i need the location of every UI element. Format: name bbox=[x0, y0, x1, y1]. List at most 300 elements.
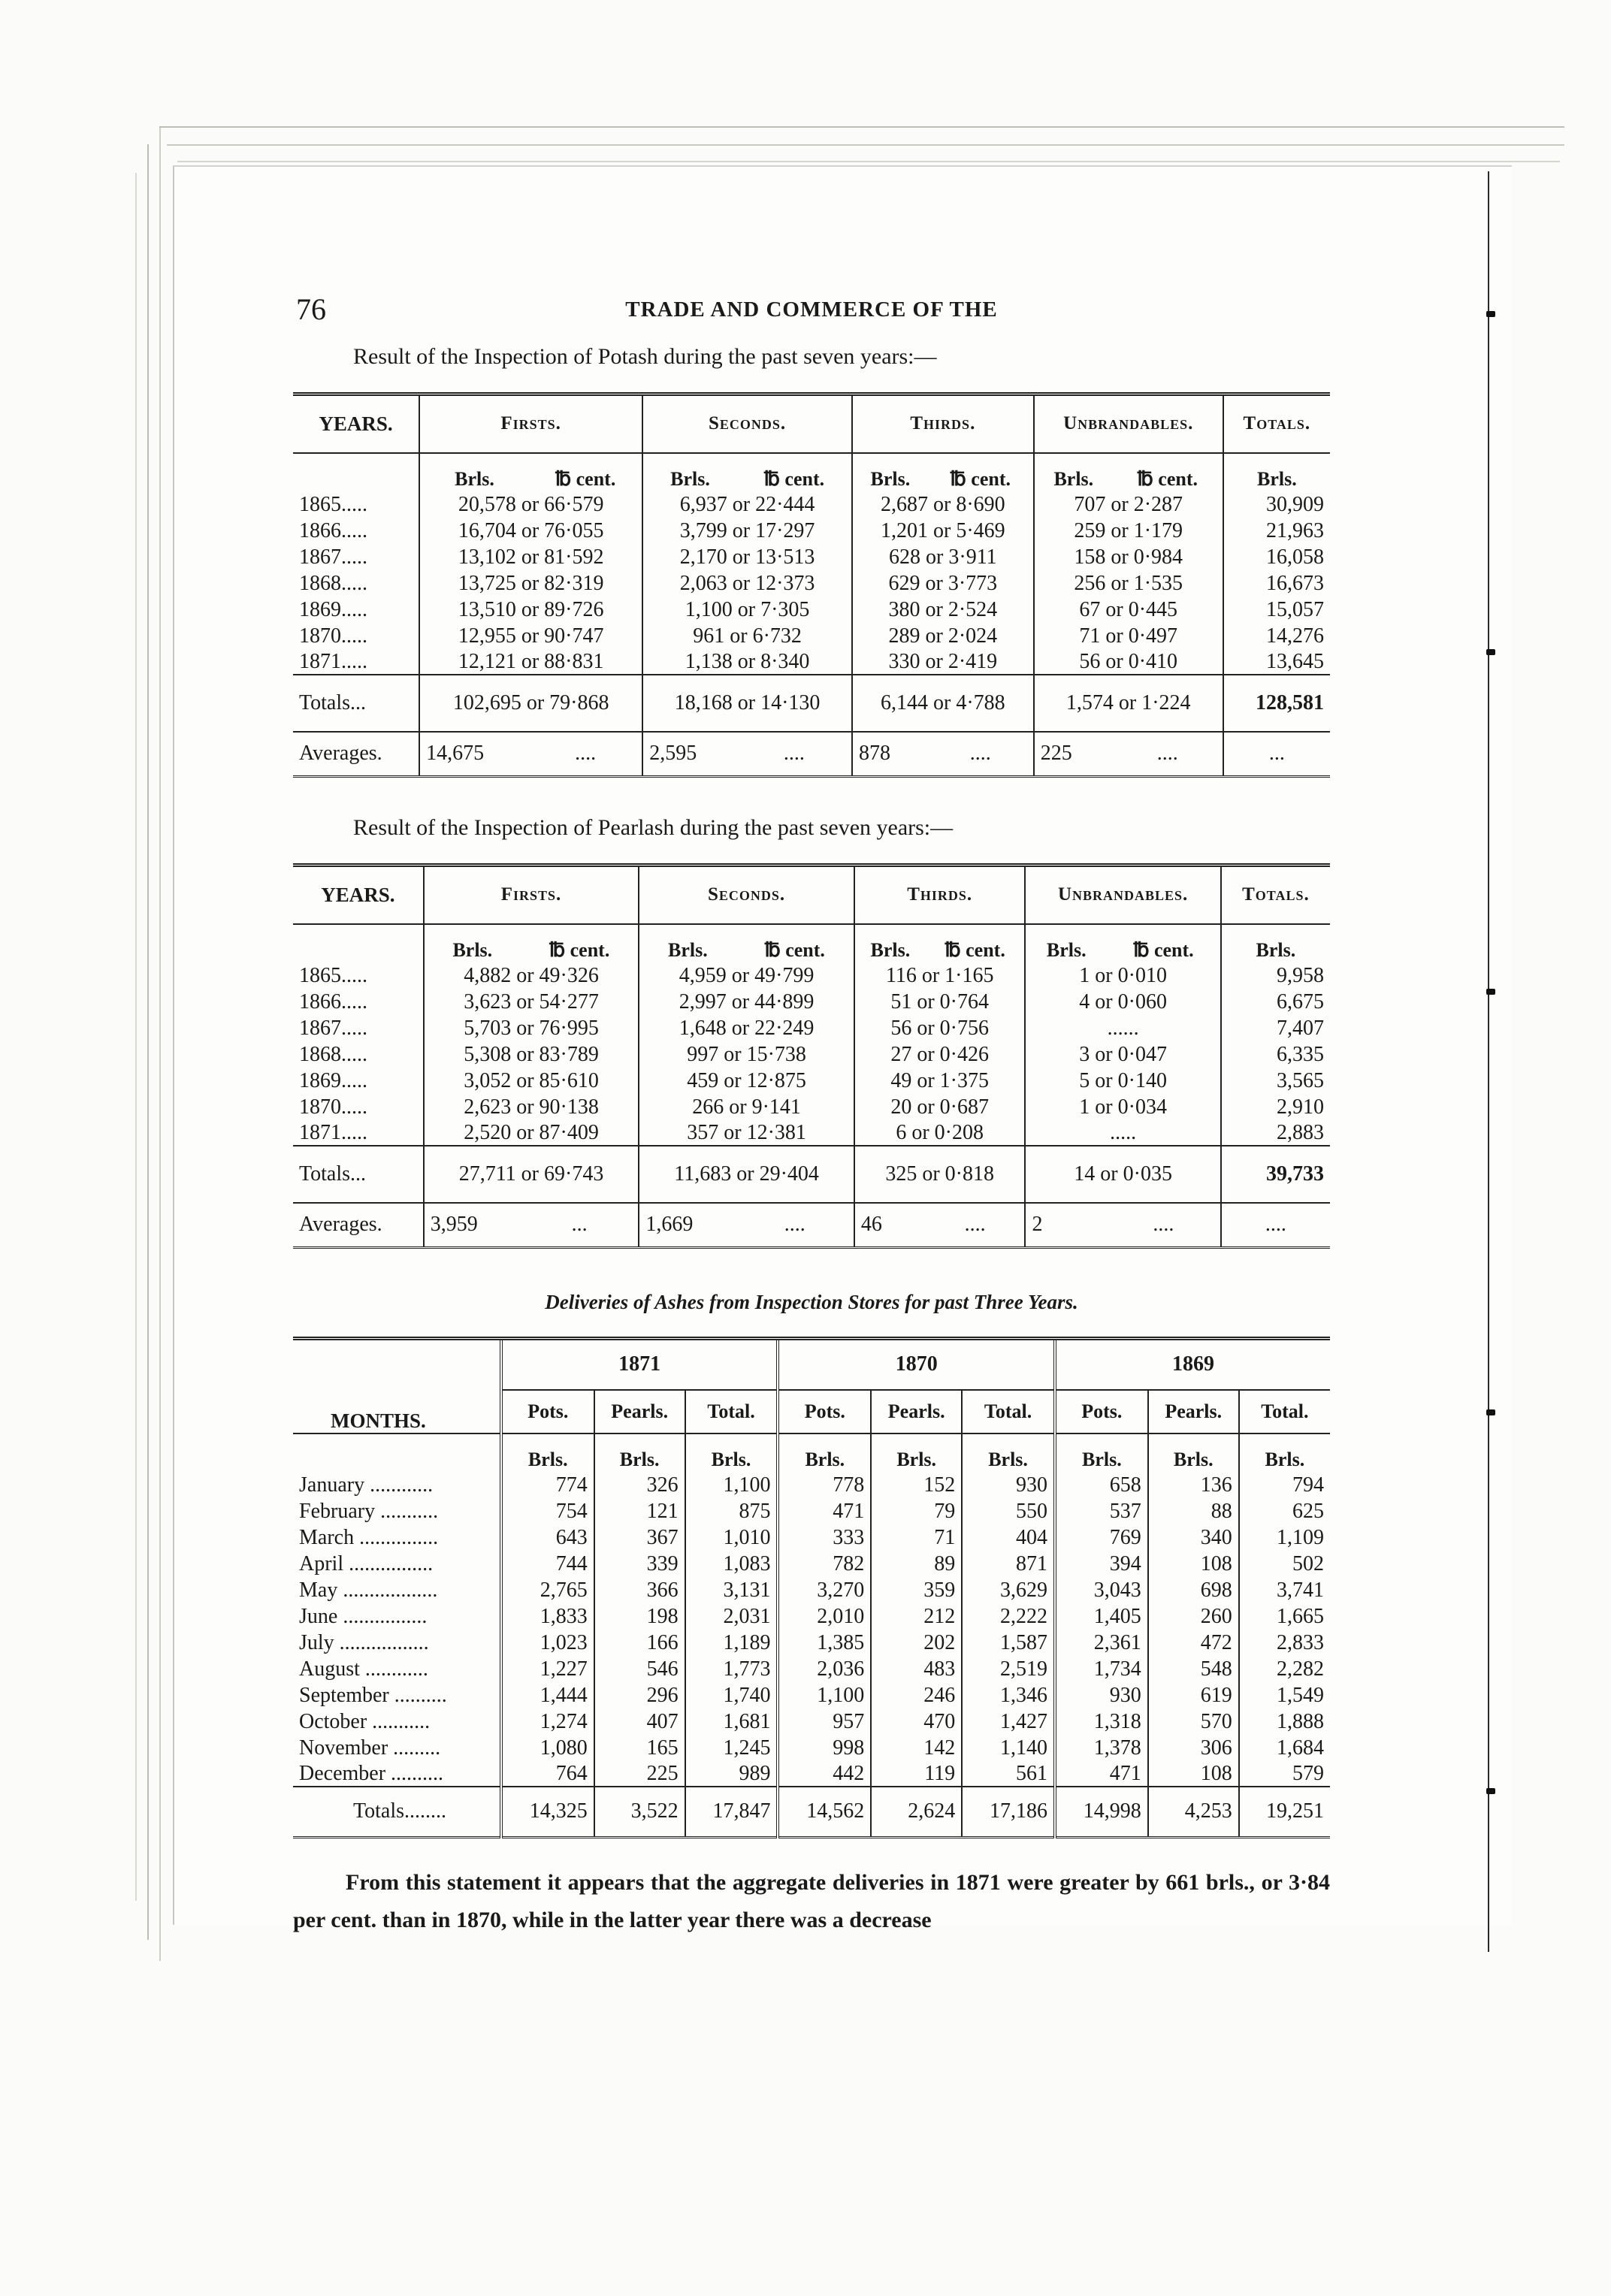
value-cell: 625 bbox=[1239, 1497, 1330, 1524]
unit-label: ℔ cent. bbox=[926, 924, 1026, 962]
average-value: 3,959 bbox=[424, 1203, 521, 1248]
value-cell: 136 bbox=[1148, 1471, 1239, 1497]
year-cell: 1869..... bbox=[299, 1068, 367, 1092]
year-cell: 1870..... bbox=[299, 624, 367, 648]
totals-label: Totals... bbox=[293, 1146, 424, 1203]
table-row bbox=[293, 543, 1330, 569]
table-row bbox=[293, 569, 1330, 596]
units-spacer bbox=[293, 924, 424, 962]
month-cell: June ................ bbox=[299, 1604, 428, 1628]
year-header: 1871 bbox=[501, 1339, 778, 1390]
value-cell: 1,274 bbox=[501, 1708, 594, 1734]
year-cell: 1867..... bbox=[299, 1016, 367, 1040]
unit-label: Brls. bbox=[594, 1433, 685, 1471]
value-cell: 643 bbox=[501, 1524, 594, 1550]
table-row bbox=[293, 1708, 1330, 1734]
value-cell: 2,623 or 90·138 bbox=[424, 1093, 639, 1119]
subheader: Total. bbox=[962, 1390, 1055, 1433]
value-cell: 2,036 bbox=[778, 1655, 871, 1681]
value-cell: 367 bbox=[594, 1524, 685, 1550]
value-cell: 471 bbox=[778, 1497, 871, 1524]
unit-label: Brls. bbox=[639, 924, 736, 962]
value-cell: 49 or 1·375 bbox=[854, 1067, 1026, 1093]
totals-value: 4,253 bbox=[1148, 1787, 1239, 1838]
value-cell: 2,520 or 87·409 bbox=[424, 1119, 639, 1146]
potash-caption: Result of the Inspection of Potash during the past seven years:— bbox=[353, 344, 937, 369]
value-cell: 1,109 bbox=[1239, 1524, 1330, 1550]
unit-label: Brls. bbox=[852, 453, 928, 491]
column-header: YEARS. bbox=[321, 883, 395, 906]
value-cell: 459 or 12·875 bbox=[639, 1067, 854, 1093]
value-cell: 2,361 bbox=[1055, 1629, 1148, 1655]
average-value: 2,595 bbox=[642, 732, 737, 777]
value-cell: 260 bbox=[1148, 1603, 1239, 1629]
value-cell: 13,725 or 82·319 bbox=[419, 569, 642, 596]
unit-label: Brls. bbox=[1223, 453, 1330, 491]
value-cell: 394 bbox=[1055, 1550, 1148, 1576]
value-cell: 71 bbox=[871, 1524, 962, 1550]
unit-label: Brls. bbox=[501, 1433, 594, 1471]
unit-label: ℔ cent. bbox=[1107, 924, 1221, 962]
year-cell: 1868..... bbox=[299, 1042, 367, 1066]
value-cell: 246 bbox=[871, 1681, 962, 1708]
value-cell: 1,549 bbox=[1239, 1681, 1330, 1708]
value-cell: 619 bbox=[1148, 1681, 1239, 1708]
value-cell: ...... bbox=[1025, 1014, 1220, 1041]
average-dots: .... bbox=[1113, 732, 1223, 777]
value-cell: 782 bbox=[778, 1550, 871, 1576]
page-number: 76 bbox=[296, 292, 326, 326]
table-row bbox=[293, 1041, 1330, 1067]
total-cell: 16,058 bbox=[1223, 543, 1330, 569]
value-cell: 333 bbox=[778, 1524, 871, 1550]
value-cell: 3,741 bbox=[1239, 1576, 1330, 1603]
total-cell: 2,910 bbox=[1221, 1093, 1330, 1119]
column-header: Seconds. bbox=[642, 394, 852, 453]
value-cell: 744 bbox=[501, 1550, 594, 1576]
value-cell: 3,799 or 17·297 bbox=[642, 517, 852, 543]
column-header: Unbrandables. bbox=[1034, 394, 1223, 453]
subheader: Pearls. bbox=[1148, 1390, 1239, 1433]
deliveries-table bbox=[293, 1337, 1330, 1838]
month-cell: January ............ bbox=[299, 1473, 434, 1497]
totals-row bbox=[293, 1787, 1330, 1838]
value-cell: 165 bbox=[594, 1734, 685, 1760]
value-cell: 957 bbox=[778, 1708, 871, 1734]
value-cell: 471 bbox=[1055, 1760, 1148, 1787]
total-cell: 13,645 bbox=[1223, 648, 1330, 675]
value-cell: 629 or 3·773 bbox=[852, 569, 1034, 596]
average-total: .... bbox=[1221, 1203, 1330, 1248]
totals-value: 14,562 bbox=[778, 1787, 871, 1838]
month-cell: September .......... bbox=[299, 1683, 447, 1707]
year-cell: 1866..... bbox=[299, 518, 367, 542]
value-cell: 306 bbox=[1148, 1734, 1239, 1760]
totals-value: 19,251 bbox=[1239, 1787, 1330, 1838]
table-row bbox=[293, 622, 1330, 648]
value-cell: 3,629 bbox=[962, 1576, 1055, 1603]
totals-row bbox=[293, 675, 1330, 732]
value-cell: 778 bbox=[778, 1471, 871, 1497]
value-cell: ..... bbox=[1025, 1119, 1220, 1146]
value-cell: 27 or 0·426 bbox=[854, 1041, 1026, 1067]
value-cell: 142 bbox=[871, 1734, 962, 1760]
value-cell: 296 bbox=[594, 1681, 685, 1708]
value-cell: 1,681 bbox=[685, 1708, 778, 1734]
table-row bbox=[293, 1471, 1330, 1497]
average-dots: ... bbox=[521, 1203, 639, 1248]
value-cell: 16,704 or 76·055 bbox=[419, 517, 642, 543]
value-cell: 12,121 or 88·831 bbox=[419, 648, 642, 675]
total-cell: 9,958 bbox=[1221, 962, 1330, 988]
table-row bbox=[293, 1603, 1330, 1629]
value-cell: 1,189 bbox=[685, 1629, 778, 1655]
total-cell: 2,883 bbox=[1221, 1119, 1330, 1146]
value-cell: 774 bbox=[501, 1471, 594, 1497]
value-cell: 4,882 or 49·326 bbox=[424, 962, 639, 988]
average-value: 2 bbox=[1025, 1203, 1107, 1248]
subheader: Pearls. bbox=[871, 1390, 962, 1433]
value-cell: 502 bbox=[1239, 1550, 1330, 1576]
unit-label: Brls. bbox=[424, 924, 521, 962]
page-content bbox=[293, 285, 1330, 1939]
year-cell: 1866..... bbox=[299, 989, 367, 1014]
units-row bbox=[293, 453, 1330, 491]
unit-label: Brls. bbox=[685, 1433, 778, 1471]
value-cell: 658 bbox=[1055, 1471, 1148, 1497]
totals-total: 128,581 bbox=[1223, 675, 1330, 732]
value-cell: 707 or 2·287 bbox=[1034, 491, 1223, 517]
month-cell: August ............ bbox=[299, 1657, 428, 1681]
year-cell: 1871..... bbox=[299, 649, 367, 673]
value-cell: 1,773 bbox=[685, 1655, 778, 1681]
table-row bbox=[293, 1497, 1330, 1524]
value-cell: 1,346 bbox=[962, 1681, 1055, 1708]
value-cell: 1 or 0·010 bbox=[1025, 962, 1220, 988]
unit-label: Brls. bbox=[419, 453, 529, 491]
value-cell: 1,080 bbox=[501, 1734, 594, 1760]
value-cell: 5,308 or 83·789 bbox=[424, 1041, 639, 1067]
potash-table bbox=[293, 392, 1330, 778]
value-cell: 212 bbox=[871, 1603, 962, 1629]
value-cell: 1,023 bbox=[501, 1629, 594, 1655]
value-cell: 266 or 9·141 bbox=[639, 1093, 854, 1119]
page-edge bbox=[159, 126, 1564, 128]
value-cell: 1,245 bbox=[685, 1734, 778, 1760]
deliveries-caption: Deliveries of Ashes from Inspection Stores for past Three Years. bbox=[545, 1291, 1078, 1313]
value-cell: 1,100 or 7·305 bbox=[642, 596, 852, 622]
value-cell: 1,444 bbox=[501, 1681, 594, 1708]
year-cell: 1865..... bbox=[299, 492, 367, 516]
value-cell: 1,100 bbox=[685, 1471, 778, 1497]
value-cell: 89 bbox=[871, 1550, 962, 1576]
value-cell: 12,955 or 90·747 bbox=[419, 622, 642, 648]
value-cell: 1,083 bbox=[685, 1550, 778, 1576]
value-cell: 1,427 bbox=[962, 1708, 1055, 1734]
value-cell: 1,833 bbox=[501, 1603, 594, 1629]
table-row bbox=[293, 517, 1330, 543]
value-cell: 20,578 or 66·579 bbox=[419, 491, 642, 517]
average-value: 46 bbox=[854, 1203, 926, 1248]
value-cell: 13,102 or 81·592 bbox=[419, 543, 642, 569]
unit-label: ℔ cent. bbox=[736, 924, 854, 962]
value-cell: 579 bbox=[1239, 1760, 1330, 1787]
column-header: Seconds. bbox=[639, 866, 854, 924]
totals-value: 1,574 or 1·224 bbox=[1034, 675, 1223, 732]
table-row bbox=[293, 1655, 1330, 1681]
header-row bbox=[293, 866, 1330, 924]
average-dots: .... bbox=[928, 732, 1034, 777]
value-cell: 561 bbox=[962, 1760, 1055, 1787]
table-row bbox=[293, 1093, 1330, 1119]
binding-thread bbox=[1486, 1788, 1495, 1794]
value-cell: 407 bbox=[594, 1708, 685, 1734]
binding-thread bbox=[1486, 649, 1495, 655]
value-cell: 1,587 bbox=[962, 1629, 1055, 1655]
months-header: MONTHS. bbox=[331, 1409, 426, 1432]
value-cell: 3,043 bbox=[1055, 1576, 1148, 1603]
total-cell: 3,565 bbox=[1221, 1067, 1330, 1093]
value-cell: 166 bbox=[594, 1629, 685, 1655]
totals-value: 325 or 0·818 bbox=[854, 1146, 1026, 1203]
value-cell: 67 or 0·445 bbox=[1034, 596, 1223, 622]
page-edge bbox=[167, 144, 1564, 146]
subheader: Pearls. bbox=[594, 1390, 685, 1433]
average-dots: .... bbox=[737, 732, 852, 777]
value-cell: 6,937 or 22·444 bbox=[642, 491, 852, 517]
value-cell: 88 bbox=[1148, 1497, 1239, 1524]
unit-label: ℔ cent. bbox=[928, 453, 1034, 491]
value-cell: 56 or 0·410 bbox=[1034, 648, 1223, 675]
totals-value: 14,998 bbox=[1055, 1787, 1148, 1838]
value-cell: 13,510 or 89·726 bbox=[419, 596, 642, 622]
pearlash-caption: Result of the Inspection of Pearlash during the past seven years:— bbox=[353, 815, 954, 840]
column-header: Thirds. bbox=[852, 394, 1034, 453]
value-cell: 5 or 0·140 bbox=[1025, 1067, 1220, 1093]
year-cell: 1867..... bbox=[299, 545, 367, 569]
totals-value: 14,325 bbox=[501, 1787, 594, 1838]
column-header: Thirds. bbox=[854, 866, 1026, 924]
total-cell: 14,276 bbox=[1223, 622, 1330, 648]
value-cell: 2,765 bbox=[501, 1576, 594, 1603]
month-cell: October ........... bbox=[299, 1709, 431, 1733]
value-cell: 71 or 0·497 bbox=[1034, 622, 1223, 648]
value-cell: 2,170 or 13·513 bbox=[642, 543, 852, 569]
value-cell: 158 or 0·984 bbox=[1034, 543, 1223, 569]
column-header: YEARS. bbox=[319, 412, 393, 435]
table-row bbox=[293, 1550, 1330, 1576]
value-cell: 108 bbox=[1148, 1550, 1239, 1576]
value-cell: 2,833 bbox=[1239, 1629, 1330, 1655]
averages-row bbox=[293, 1203, 1330, 1248]
totals-value: 14 or 0·035 bbox=[1025, 1146, 1220, 1203]
body-paragraph: From this statement it appears that the aggregate deliveries in 1871 were greater by 661 brls., or 3·84 per cent. than in 1870, while in the latter year there was a decrease bbox=[293, 1870, 1330, 1932]
value-cell: 339 bbox=[594, 1550, 685, 1576]
value-cell: 794 bbox=[1239, 1471, 1330, 1497]
subheader: Total. bbox=[1239, 1390, 1330, 1433]
page-edge bbox=[177, 161, 1560, 162]
table-row bbox=[293, 962, 1330, 988]
month-cell: July ................. bbox=[299, 1630, 429, 1654]
table-row bbox=[293, 988, 1330, 1014]
value-cell: 1,888 bbox=[1239, 1708, 1330, 1734]
table-row bbox=[293, 1734, 1330, 1760]
column-header: Unbrandables. bbox=[1025, 866, 1220, 924]
unit-label: ℔ cent. bbox=[529, 453, 642, 491]
year-cell: 1870..... bbox=[299, 1095, 367, 1119]
average-value: 14,675 bbox=[419, 732, 529, 777]
table-row bbox=[293, 1067, 1330, 1093]
totals-value: 11,683 or 29·404 bbox=[639, 1146, 854, 1203]
value-cell: 628 or 3·911 bbox=[852, 543, 1034, 569]
value-cell: 1,100 bbox=[778, 1681, 871, 1708]
header-row bbox=[293, 394, 1330, 453]
year-cell: 1869..... bbox=[299, 597, 367, 621]
value-cell: 3,270 bbox=[778, 1576, 871, 1603]
value-cell: 357 or 12·381 bbox=[639, 1119, 854, 1146]
average-value: 878 bbox=[852, 732, 928, 777]
unit-label: Brls. bbox=[1055, 1433, 1148, 1471]
table-row bbox=[293, 1760, 1330, 1787]
month-cell: December .......... bbox=[299, 1761, 444, 1785]
page-header bbox=[293, 285, 1330, 331]
units-spacer bbox=[293, 453, 419, 491]
subheader: Pots. bbox=[1055, 1390, 1148, 1433]
column-header: Totals. bbox=[1221, 866, 1330, 924]
averages-row bbox=[293, 732, 1330, 777]
value-cell: 404 bbox=[962, 1524, 1055, 1550]
value-cell: 3,623 or 54·277 bbox=[424, 988, 639, 1014]
value-cell: 871 bbox=[962, 1550, 1055, 1576]
average-dots: .... bbox=[1107, 1203, 1221, 1248]
value-cell: 1,201 or 5·469 bbox=[852, 517, 1034, 543]
binding-thread bbox=[1486, 1409, 1495, 1415]
unit-label: ℔ cent. bbox=[1113, 453, 1223, 491]
average-value: 1,669 bbox=[639, 1203, 736, 1248]
value-cell: 1,140 bbox=[962, 1734, 1055, 1760]
value-cell: 121 bbox=[594, 1497, 685, 1524]
value-cell: 1,734 bbox=[1055, 1655, 1148, 1681]
month-cell: February ........... bbox=[299, 1499, 439, 1523]
year-cell: 1871..... bbox=[299, 1120, 367, 1144]
unit-label: Brls. bbox=[1034, 453, 1113, 491]
value-cell: 1,665 bbox=[1239, 1603, 1330, 1629]
pearlash-table bbox=[293, 863, 1330, 1249]
units-row bbox=[293, 1433, 1330, 1471]
column-header: Totals. bbox=[1223, 394, 1330, 453]
totals-value: 2,624 bbox=[871, 1787, 962, 1838]
totals-row bbox=[293, 1146, 1330, 1203]
value-cell: 330 or 2·419 bbox=[852, 648, 1034, 675]
year-cell: 1865..... bbox=[299, 963, 367, 987]
value-cell: 548 bbox=[1148, 1655, 1239, 1681]
value-cell: 2,282 bbox=[1239, 1655, 1330, 1681]
value-cell: 1,010 bbox=[685, 1524, 778, 1550]
unit-label: Brls. bbox=[871, 1433, 962, 1471]
value-cell: 961 or 6·732 bbox=[642, 622, 852, 648]
value-cell: 1,405 bbox=[1055, 1603, 1148, 1629]
value-cell: 550 bbox=[962, 1497, 1055, 1524]
value-cell: 20 or 0·687 bbox=[854, 1093, 1026, 1119]
total-cell: 6,675 bbox=[1221, 988, 1330, 1014]
value-cell: 4,959 or 49·799 bbox=[639, 962, 854, 988]
average-dots: .... bbox=[736, 1203, 854, 1248]
table-row bbox=[293, 1524, 1330, 1550]
value-cell: 380 or 2·524 bbox=[852, 596, 1034, 622]
averages-label: Averages. bbox=[293, 1203, 424, 1248]
value-cell: 1,740 bbox=[685, 1681, 778, 1708]
running-head: TRADE AND COMMERCE OF THE bbox=[625, 298, 998, 322]
value-cell: 2,010 bbox=[778, 1603, 871, 1629]
value-cell: 875 bbox=[685, 1497, 778, 1524]
year-header-row bbox=[293, 1339, 1330, 1390]
value-cell: 51 or 0·764 bbox=[854, 988, 1026, 1014]
table-row bbox=[293, 491, 1330, 517]
value-cell: 442 bbox=[778, 1760, 871, 1787]
month-cell: April ................ bbox=[299, 1551, 434, 1575]
value-cell: 289 or 2·024 bbox=[852, 622, 1034, 648]
value-cell: 108 bbox=[1148, 1760, 1239, 1787]
value-cell: 998 bbox=[778, 1734, 871, 1760]
subheader: Pots. bbox=[778, 1390, 871, 1433]
average-total: ... bbox=[1223, 732, 1330, 777]
value-cell: 470 bbox=[871, 1708, 962, 1734]
value-cell: 989 bbox=[685, 1760, 778, 1787]
value-cell: 754 bbox=[501, 1497, 594, 1524]
table-row bbox=[293, 1629, 1330, 1655]
column-header: Firsts. bbox=[419, 394, 642, 453]
value-cell: 366 bbox=[594, 1576, 685, 1603]
value-cell: 256 or 1·535 bbox=[1034, 569, 1223, 596]
totals-total: 39,733 bbox=[1221, 1146, 1330, 1203]
value-cell: 1,378 bbox=[1055, 1734, 1148, 1760]
totals-value: 102,695 or 79·868 bbox=[419, 675, 642, 732]
total-cell: 16,673 bbox=[1223, 569, 1330, 596]
table-row bbox=[293, 1014, 1330, 1041]
value-cell: 6 or 0·208 bbox=[854, 1119, 1026, 1146]
value-cell: 1,385 bbox=[778, 1629, 871, 1655]
value-cell: 202 bbox=[871, 1629, 962, 1655]
value-cell: 225 bbox=[594, 1760, 685, 1787]
table-row bbox=[293, 648, 1330, 675]
unit-label: Brls. bbox=[854, 924, 926, 962]
binding-thread bbox=[1486, 311, 1495, 317]
value-cell: 4 or 0·060 bbox=[1025, 988, 1220, 1014]
totals-value: 27,711 or 69·743 bbox=[424, 1146, 639, 1203]
value-cell: 1,648 or 22·249 bbox=[639, 1014, 854, 1041]
subheader: Total. bbox=[685, 1390, 778, 1433]
value-cell: 2,997 or 44·899 bbox=[639, 988, 854, 1014]
unit-label: ℔ cent. bbox=[521, 924, 639, 962]
total-cell: 6,335 bbox=[1221, 1041, 1330, 1067]
table-row bbox=[293, 596, 1330, 622]
value-cell: 3,131 bbox=[685, 1576, 778, 1603]
totals-value: 17,186 bbox=[962, 1787, 1055, 1838]
value-cell: 198 bbox=[594, 1603, 685, 1629]
unit-label: Brls. bbox=[1221, 924, 1330, 962]
value-cell: 769 bbox=[1055, 1524, 1148, 1550]
value-cell: 537 bbox=[1055, 1497, 1148, 1524]
unit-label: Brls. bbox=[1239, 1433, 1330, 1471]
value-cell: 1,318 bbox=[1055, 1708, 1148, 1734]
binding-thread bbox=[1486, 989, 1495, 995]
value-cell: 5,703 or 76·995 bbox=[424, 1014, 639, 1041]
total-cell: 7,407 bbox=[1221, 1014, 1330, 1041]
value-cell: 116 or 1·165 bbox=[854, 962, 1026, 988]
average-dots: .... bbox=[529, 732, 642, 777]
year-header: 1870 bbox=[778, 1339, 1055, 1390]
value-cell: 698 bbox=[1148, 1576, 1239, 1603]
